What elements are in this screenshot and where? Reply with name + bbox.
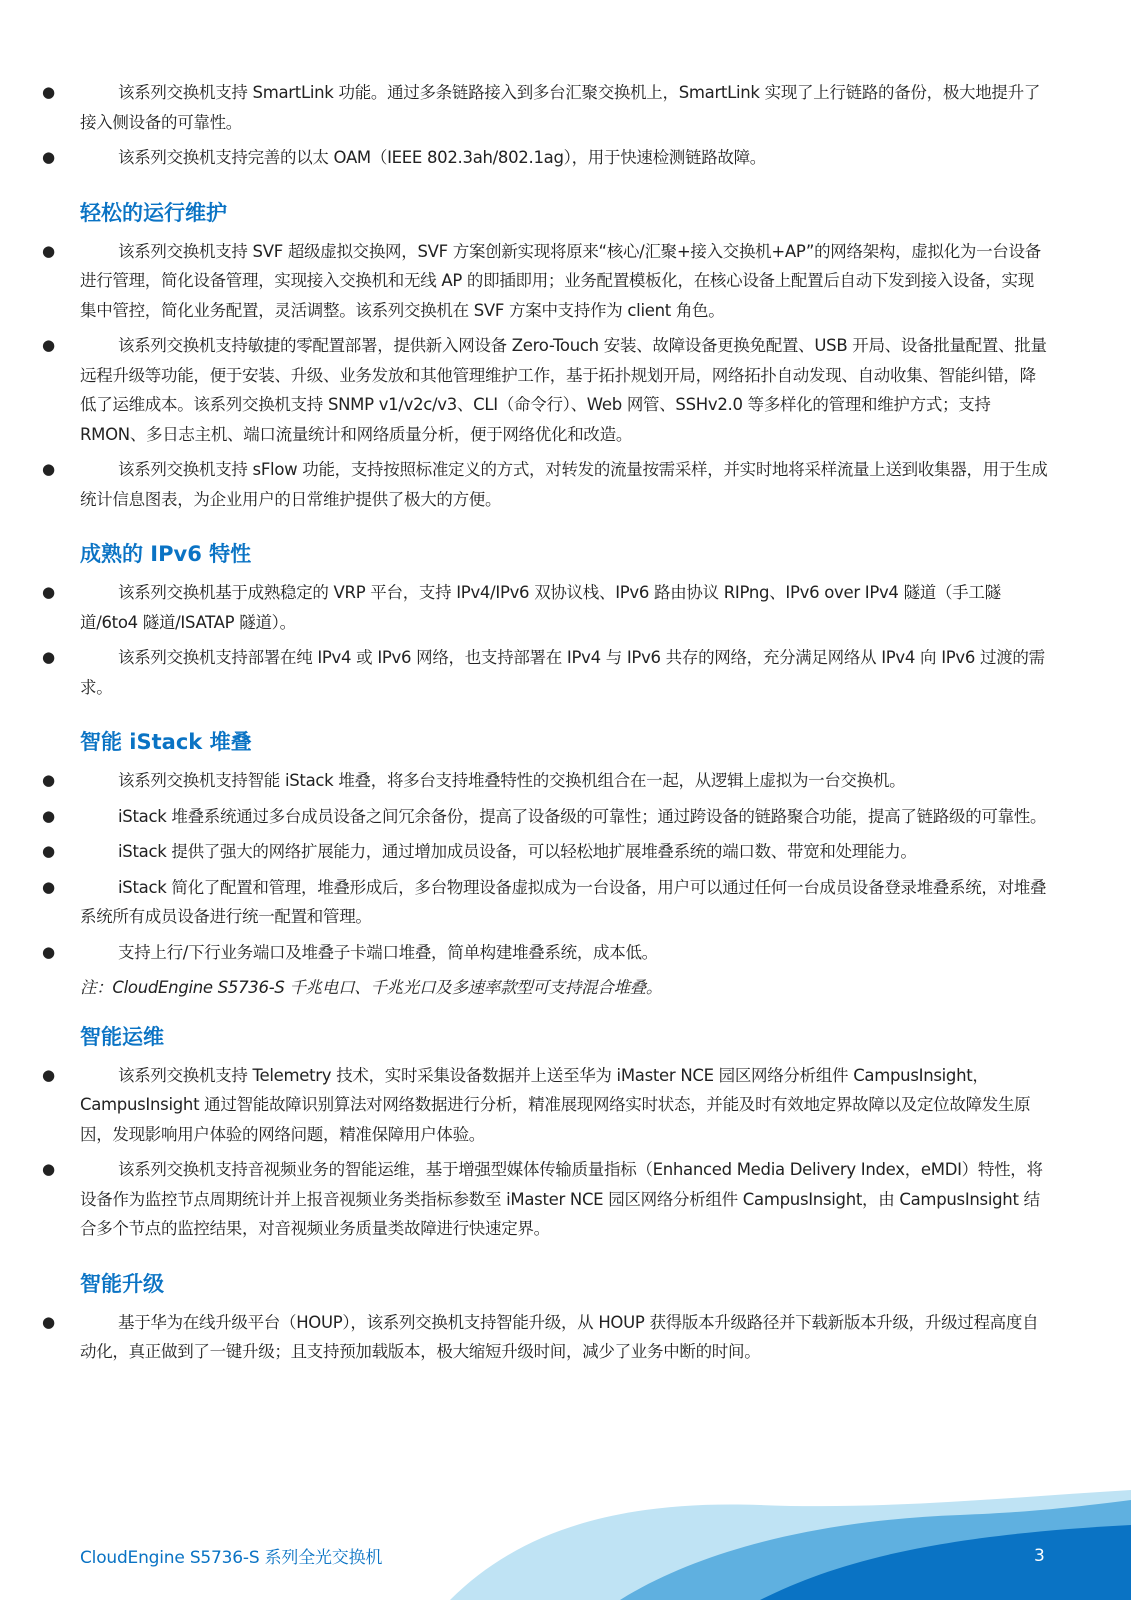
bullet-item <box>42 766 1050 796</box>
bullet-item <box>42 578 1050 637</box>
bullet-text: iStack 堆叠系统通过多台成员设备之间冗余备份，提高了设备级的可靠性；通过跨设备的链路聚合功能，提高了链路级的可靠性。 <box>118 806 1047 826</box>
bullet-dot-icon: ● <box>42 241 55 260</box>
bullet-item <box>42 1308 1050 1367</box>
bullet-text: 该系列交换机支持敏捷的零配置部署，提供新入网设备 Zero-Touch 安装、故障设备更换免配置、USB 开局、设备批量配置、批量远程升级等功能，便于安装、升级、业务发放和其他管理维护工作，基于拓扑规划开局，网络拓扑自动发现、自动收集、智能纠错，降低了运维成本。该系列交换机支持 SNMP v1/v2c/v3、CLI（命令行）、Web 网管、SSHv2.0 等多样化的管理和维护方式；支持 RMON、多日志主机、端口流量统计和网络质量分析，便于网络优化和改造。 <box>80 336 1047 444</box>
document-body <box>42 78 1050 1373</box>
bullet-text: 该系列交换机支持 Telemetry 技术，实时采集设备数据并上送至华为 iMaster NCE 园区网络分析组件 CampusInsight，CampusInsight 通过智能故障识别算法对网络数据进行分析，精准展现网络实时状态，并能及时有效地定界故障以及定位故障发生原因，发现影响用户体验的网络问题，精准保障用户体验。 <box>80 1065 1031 1144</box>
bullet-text: 该系列交换机支持 SmartLink 功能。通过多条链路接入到多台汇聚交换机上，SmartLink 实现了上行链路的备份，极大地提升了接入侧设备的可靠性。 <box>80 83 1041 132</box>
bullet-dot-icon: ● <box>42 336 55 354</box>
page-number: 3 <box>1034 1546 1045 1566</box>
note-text: 注：CloudEngine S5736-S 千兆电口、千兆光口及多速率款型可支持混合堆叠。 <box>80 978 663 997</box>
section-heading: 成熟的 IPv6 特性 <box>80 542 252 566</box>
section-intro <box>42 78 1050 173</box>
bullet-item <box>42 802 1050 832</box>
section-operation-maintenance <box>42 199 1050 515</box>
bullet-item <box>42 455 1050 514</box>
section-heading: 智能运维 <box>80 1024 164 1049</box>
bullet-text: 该系列交换机支持部署在纯 IPv4 或 IPv6 网络，也支持部署在 IPv4 与 IPv6 共存的网络，充分满足网络从 IPv4 向 IPv6 过渡的需求。 <box>80 648 1045 697</box>
bullet-dot-icon: ● <box>42 842 55 860</box>
bullet-item <box>42 237 1050 326</box>
bullet-dot-icon: ● <box>42 806 55 825</box>
bullet-dot-icon: ● <box>42 771 55 789</box>
section-heading: 轻松的运行维护 <box>80 200 227 225</box>
bullet-text: 该系列交换机支持智能 iStack 堆叠，将多台支持堆叠特性的交换机组合在一起，从逻辑上虚拟为一台交换机。 <box>118 771 906 790</box>
bullet-dot-icon: ● <box>42 648 55 666</box>
section-heading: 智能 iStack 堆叠 <box>80 730 252 754</box>
bullet-text: iStack 简化了配置和管理，堆叠形成后，多台物理设备虚拟成为一台设备，用户可以通过任何一台成员设备登录堆叠系统，对堆叠系统所有成员设备进行统一配置和管理。 <box>80 877 1047 926</box>
bullet-item <box>42 643 1050 702</box>
bullet-text: 支持上行/下行业务端口及堆叠子卡端口堆叠，简单构建堆叠系统，成本低。 <box>118 942 658 962</box>
bullet-text: 该系列交换机支持完善的以太 OAM（IEEE 802.3ah/802.1ag），用于快速检测链路故障。 <box>118 148 766 167</box>
bullet-dot-icon: ● <box>42 83 55 101</box>
bullet-dot-icon: ● <box>42 1160 55 1178</box>
bullet-item <box>42 143 1050 173</box>
bullet-dot-icon: ● <box>42 148 55 166</box>
bullet-item <box>42 1061 1050 1150</box>
bullet-text: 该系列交换机支持音视频业务的智能运维，基于增强型媒体传输质量指标（Enhanced Media Delivery Index，eMDI）特性，将设备作为监控节点周期统计并上报音视频业务类指标参数至 iMaster NCE 园区网络分析组件 CampusInsight，由 CampusInsight 结合多个节点的监控结果，对音视频业务质量类故障进行快速定界。 <box>80 1160 1043 1238</box>
bullet-dot-icon: ● <box>42 1065 55 1084</box>
bullet-item <box>42 1155 1050 1244</box>
bullet-item <box>42 938 1050 968</box>
footer-title: CloudEngine S5736-S 系列全光交换机 <box>80 1548 383 1568</box>
bullet-text: 该系列交换机基于成熟稳定的 VRP 平台，支持 IPv4/IPv6 双协议栈、IPv6 路由协议 RIPng、IPv6 over IPv4 隧道（手工隧道/6to4 隧道/ISATAP 隧道）。 <box>80 583 1001 632</box>
bullet-item <box>42 331 1050 449</box>
bullet-dot-icon: ● <box>42 583 55 601</box>
section-smart-ops <box>42 1023 1050 1244</box>
bullet-dot-icon: ● <box>42 460 55 478</box>
bullet-text: 该系列交换机支持 sFlow 功能，支持按照标准定义的方式，对转发的流量按需采样，并实时地将采样流量上送到收集器，用于生成统计信息图表，为企业用户的日常维护提供了极大的方便。 <box>80 460 1048 509</box>
bullet-text: 该系列交换机支持 SVF 超级虚拟交换网，SVF 方案创新实现将原来“核心/汇聚+接入交换机+AP”的网络架构，虚拟化为一台设备进行管理，简化设备管理，实现接入交换机和无线 AP 的即插即用；业务配置模板化，在核心设备上配置后自动下发到接入设备，实现集中管控，简化业务配置，灵活调整。该系列交换机在 SVF 方案中支持作为 client 角色。 <box>80 241 1041 320</box>
section-smart-upgrade <box>42 1270 1050 1367</box>
bullet-item <box>42 873 1050 932</box>
bullet-item <box>42 837 1050 867</box>
bullet-text: iStack 提供了强大的网络扩展能力，通过增加成员设备，可以轻松地扩展堆叠系统的端口数、带宽和处理能力。 <box>118 842 917 861</box>
bullet-dot-icon: ● <box>42 1312 55 1331</box>
section-istack <box>42 728 1050 1003</box>
bullet-dot-icon: ● <box>42 942 55 961</box>
section-ipv6 <box>42 540 1050 702</box>
bullet-dot-icon: ● <box>42 877 55 896</box>
section-heading: 智能升级 <box>80 1271 164 1296</box>
bullet-item <box>42 78 1050 137</box>
bullet-text: 基于华为在线升级平台（HOUP），该系列交换机支持智能升级，从 HOUP 获得版本升级路径并下载新版本升级，升级过程高度自动化，真正做到了一键升级；且支持预加载版本，极大缩短升级时间，减少了业务中断的时间。 <box>80 1312 1039 1361</box>
